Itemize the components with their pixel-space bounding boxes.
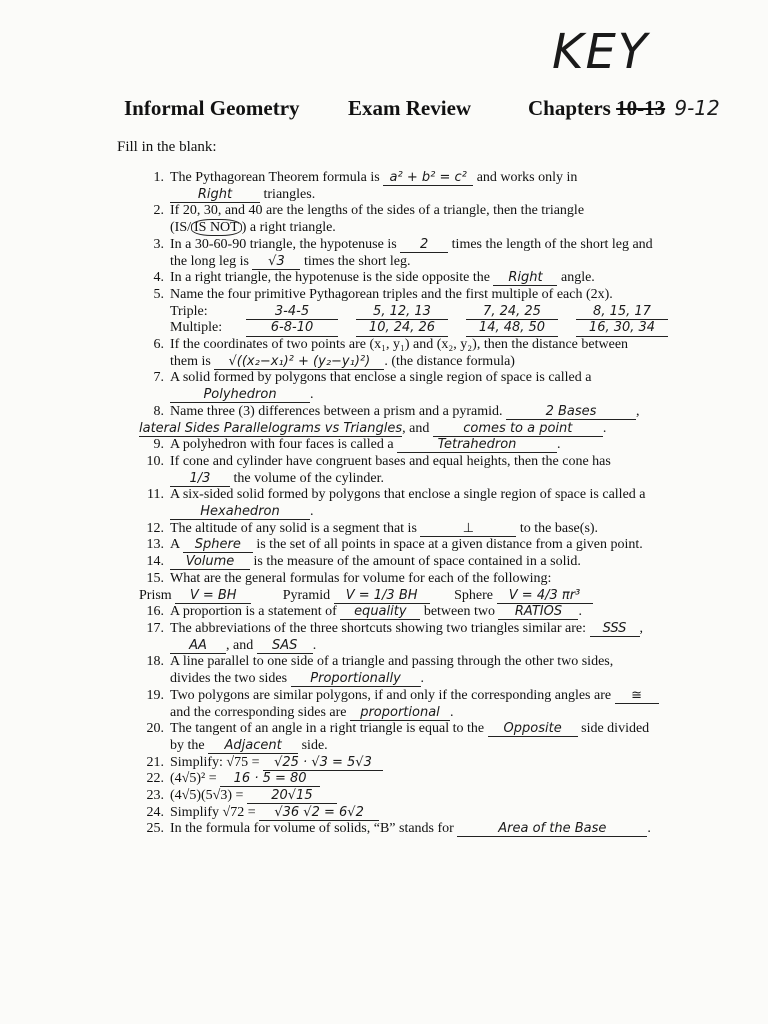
question-19: 19. Two polygons are similar polygons, if and only if the corresponding angles are ≅ and the corresponding sides are proportional .	[139, 688, 764, 721]
chapters-label: Chapters	[528, 96, 611, 120]
answer[interactable]: Sphere	[194, 537, 241, 553]
question-15: 15. What are the general formulas for volume for each of the following: Prism V = BH Pyramid V = 1/3 BH Sphere V = 4/3 πr³	[139, 571, 764, 604]
answer[interactable]: a² + b² = c²	[389, 170, 467, 185]
answer[interactable]: 16 · 5 = 80	[233, 771, 307, 787]
answer[interactable]: proportional	[360, 704, 440, 720]
answer[interactable]: SSS	[602, 620, 627, 636]
answer[interactable]: Adjacent	[224, 737, 282, 753]
answer[interactable]: 2 Bases	[545, 403, 597, 419]
question-16: 16. A proportion is a statement of equality between two RATIOS .	[146, 604, 582, 620]
answer[interactable]: ⊥	[462, 520, 475, 536]
page-subtitle: Exam Review	[348, 96, 472, 120]
question-11: 11. A six-sided solid formed by polygons that enclose a single region of space is called a Hexahedron .	[147, 487, 646, 520]
answer[interactable]: 6-8-10	[270, 320, 314, 336]
answer[interactable]: Tetrahedron	[437, 437, 517, 453]
answer[interactable]: RATIOS	[514, 604, 563, 620]
answer[interactable]: Opposite	[503, 721, 562, 737]
answer[interactable]: V = 4/3 πr³	[508, 587, 581, 603]
question-12: 12. The altitude of any solid is a segment that is ⊥ to the base(s).	[146, 520, 599, 536]
question-1: 1. The Pythagorean Theorem formula is a² + b² = c² and works only in Right triangles.	[153, 170, 578, 202]
answer[interactable]: √((x₂−x₁)² + (y₂−y₁)²)	[228, 353, 371, 369]
question-21: 21. Simplify: √75 = √25 · √3 = 5√3	[139, 755, 764, 772]
answer[interactable]: Hexahedron	[200, 504, 280, 520]
answer[interactable]: 8, 15, 17	[593, 303, 651, 319]
question-20: 20. The tangent of an angle in a right triangle is equal to the Opposite side divided by the Adjacent side.	[146, 721, 650, 753]
question-2: 2. If 20, 30, and 40 are the lengths of the sides of a triangle, then the triangle (IS/ IS NOT ) a right triangle.	[153, 203, 585, 236]
page-title: Informal Geometry	[124, 96, 300, 120]
question-4: 4. In a right triangle, the hypotenuse is the side opposite the Right angle.	[153, 270, 595, 286]
answer[interactable]: 7, 24, 25	[483, 303, 541, 319]
question-list	[139, 170, 764, 838]
answer[interactable]: V = 1/3 BH	[345, 587, 418, 603]
key-mark: KEY	[552, 24, 650, 80]
answer[interactable]: Proportionally	[310, 671, 401, 687]
answer[interactable]: Right	[197, 186, 233, 202]
question-23: 23. (4√5)(5√3) = 20√15	[139, 788, 764, 805]
question-10: 10. If cone and cylinder have congruent bases and equal heights, then the cone has 1/3 the volume of the cylinder.	[146, 453, 611, 486]
question-25: 25. In the formula for volume of solids, “B” stands for Area of the Base .	[146, 821, 651, 837]
circled-answer: IS NOT	[191, 219, 242, 236]
answer[interactable]: ≅	[631, 687, 643, 703]
question-5: 5. Name the four primitive Pythagorean triples and the first multiple of each (2x). Triple: 3-4-5 5, 12, 13 7, 24, 25 8, 15, 17 Multiple: 6-8-10 10, 24, 26 14, 48, 50 16, 30, 34	[139, 287, 764, 337]
answer[interactable]: 3-4-5	[274, 303, 310, 319]
answer[interactable]: AA	[189, 637, 207, 653]
answer[interactable]: 2	[420, 236, 429, 252]
answer[interactable]: comes to a point	[463, 420, 573, 436]
answer[interactable]: 1/3	[189, 470, 211, 486]
answer[interactable]: V = BH	[189, 587, 237, 603]
question-24: 24. Simplify √72 = √36 √2 = 6√2	[139, 805, 764, 822]
question-7: 7. A solid formed by polygons that enclose a single region of space is called a Polyhedron .	[153, 370, 592, 403]
question-22: 22. (4√5)² = 16 · 5 = 80	[139, 771, 764, 788]
question-18: 18. A line parallel to one side of a triangle and passing through the other two sides, divides the two sides Proportionally .	[146, 654, 614, 687]
chapters-handwritten: 9-12	[674, 96, 720, 120]
question-9: 9. A polyhedron with four faces is called a Tetrahedron .	[153, 437, 561, 453]
answer[interactable]: Right	[508, 270, 543, 286]
question-3: 3. In a 30-60-90 triangle, the hypotenuse is 2 times the length of the short leg and the long leg is √3 times the short leg.	[153, 236, 653, 269]
answer[interactable]: Volume	[185, 554, 235, 570]
question-8: 8. Name three (3) differences between a prism and a pyramid. 2 Bases , lateral Sides Parallelograms vs Triangles, and comes to a point .	[139, 403, 640, 436]
answer[interactable]: Area of the Base	[498, 821, 607, 837]
answer[interactable]: equality	[354, 604, 407, 620]
question-17: 17. The abbreviations of the three shortcuts showing two triangles similar are: SSS , AA , and SAS .	[146, 620, 644, 653]
multiples-row: Multiple: 6-8-10 10, 24, 26 14, 48, 50 16, 30, 34	[170, 320, 764, 337]
triples-row: Triple: 3-4-5 5, 12, 13 7, 24, 25 8, 15, 17	[170, 304, 764, 321]
answer[interactable]: lateral Sides Parallelograms vs Triangles	[139, 420, 403, 436]
answer[interactable]: 20√15	[271, 788, 313, 804]
chapters-struck: 10-13	[616, 96, 666, 120]
answer[interactable]: SAS	[272, 637, 298, 653]
question-14: 14. Volume is the measure of the amount of space contained in a solid.	[146, 554, 581, 570]
answer[interactable]: 16, 30, 34	[588, 320, 656, 336]
question-6: 6. If the coordinates of two points are (x₁, y₁) and (x₂, y₂), then the distance between them is √((x₂−x₁)² + (y₂−y₁)²) . (the distance formula)	[153, 337, 629, 369]
instructions: Fill in the blank:	[117, 139, 217, 155]
question-13: 13. A Sphere is the set of all points in space at a given distance from a given point.	[146, 537, 643, 553]
answer[interactable]: √3	[268, 253, 285, 269]
answer[interactable]: 10, 24, 26	[368, 320, 436, 336]
answer[interactable]: 5, 12, 13	[373, 303, 431, 319]
answer[interactable]: √25 · √3 = 5√3	[274, 754, 372, 770]
answer[interactable]: Polyhedron	[203, 387, 277, 403]
chapters-heading	[528, 96, 720, 121]
answer[interactable]: √36 √2 = 6√2	[274, 804, 364, 820]
answer[interactable]: 14, 48, 50	[478, 320, 546, 336]
